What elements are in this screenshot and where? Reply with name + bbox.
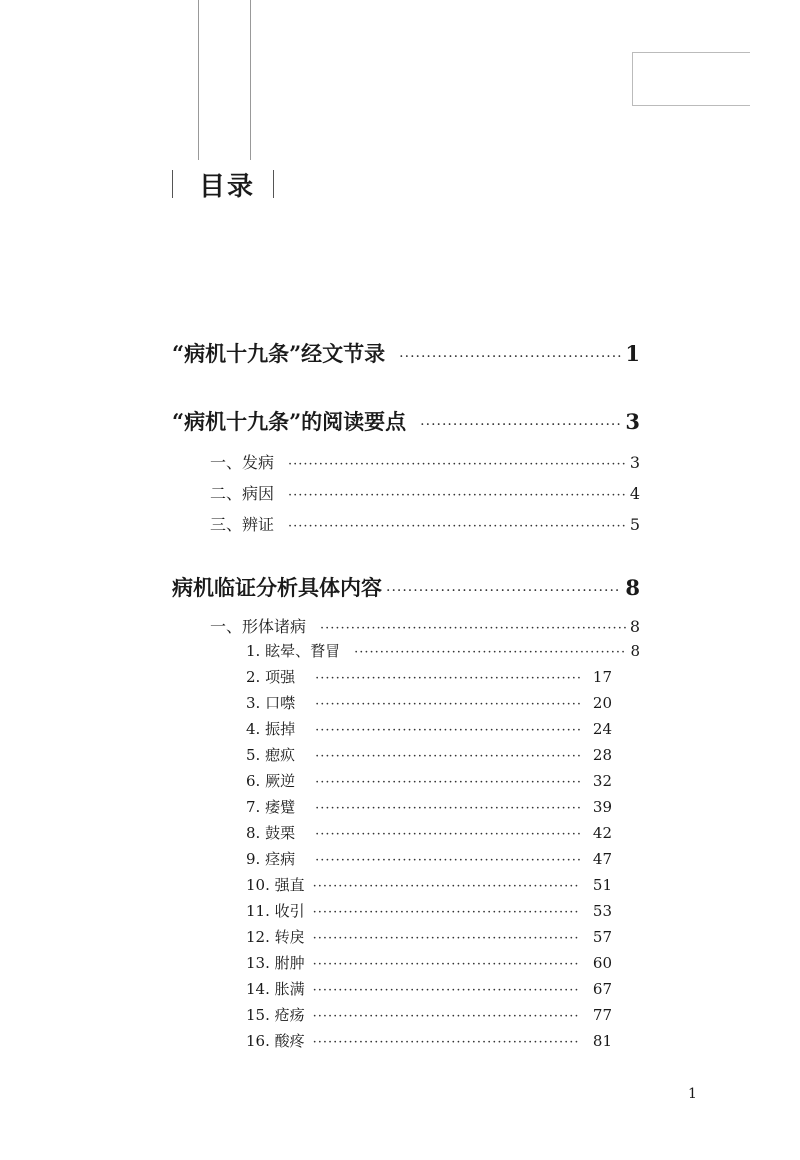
toc-leader (315, 749, 580, 764)
toc-entry[interactable] (246, 796, 612, 817)
toc-entry[interactable] (172, 406, 640, 436)
toc-entry[interactable] (246, 848, 612, 869)
toc-entry-page: 39 (592, 798, 612, 816)
toc-entry-page: 77 (592, 1006, 612, 1024)
toc-entry-label: 8. 鼓栗 (246, 824, 296, 842)
toc-entry-label: 一、发病 (210, 453, 275, 472)
toc-entry-page: 17 (592, 668, 612, 686)
toc-leader (315, 827, 580, 842)
toc-entry-page: 81 (592, 1032, 612, 1050)
decorative-rule-right (250, 0, 251, 160)
toc-entry-page: 1 (625, 341, 640, 366)
toc-entry[interactable] (172, 572, 640, 602)
toc-entry-label: 5. 瘛疭 (246, 746, 296, 764)
toc-leader (315, 723, 580, 738)
toc-entry[interactable] (210, 614, 640, 637)
toc-entry-page: 53 (592, 902, 612, 920)
toc-entry-page: 57 (592, 928, 612, 946)
toc-leader (399, 349, 621, 365)
toc-leader (288, 457, 626, 472)
toc-leader (313, 1035, 580, 1050)
toc-entry[interactable] (246, 640, 640, 661)
toc-entry[interactable] (246, 926, 612, 947)
toc-entry[interactable] (246, 1004, 612, 1025)
toc-entry[interactable] (246, 900, 612, 921)
toc-leader (313, 957, 580, 972)
toc-entry-label: 11. 收引 (246, 902, 305, 920)
toc-entry-label: 14. 胀满 (246, 980, 305, 998)
toc-leader (288, 519, 626, 534)
toc-entry[interactable] (246, 822, 612, 843)
toc-entry[interactable] (210, 481, 640, 504)
toc-leader (313, 983, 580, 998)
toc-entry-page: 8 (630, 642, 640, 660)
toc-leader (315, 697, 580, 712)
toc-entry-label: 二、病因 (210, 484, 275, 503)
toc-leader (420, 417, 621, 433)
toc-entry-label: 2. 项强 (246, 668, 296, 686)
title-bar-right (273, 170, 274, 198)
toc-leader (315, 671, 580, 686)
toc-entry-label: 7. 痿躄 (246, 798, 296, 816)
decorative-corner-box (632, 52, 750, 106)
toc-entry-page: 60 (592, 954, 612, 972)
toc-leader (320, 621, 626, 636)
toc-entry[interactable] (246, 692, 612, 713)
toc-leader (315, 853, 580, 868)
toc-entry-label: “病机十九条”的阅读要点 (172, 409, 407, 434)
title-bar-left (172, 170, 173, 198)
decorative-rule-left (198, 0, 199, 160)
toc-entry-page: 47 (592, 850, 612, 868)
toc-leader (315, 775, 580, 790)
toc-entry-page: 42 (592, 824, 612, 842)
toc-leader (313, 1009, 580, 1024)
toc-entry-page: 67 (592, 980, 612, 998)
toc-entry[interactable] (210, 450, 640, 473)
page-number: 1 (688, 1086, 697, 1102)
toc-entry-label: 一、形体诸病 (210, 617, 307, 636)
toc-entry-label: “病机十九条”经文节录 (172, 341, 386, 366)
toc-entry-page: 3 (625, 409, 640, 434)
toc-entry-label: 12. 转戾 (246, 928, 305, 946)
toc-leader (386, 583, 621, 599)
toc-entry-label: 15. 疮疡 (246, 1006, 305, 1024)
toc-leader (313, 905, 580, 920)
toc-entry[interactable] (246, 874, 612, 895)
toc-entry-page: 20 (592, 694, 612, 712)
toc-leader (288, 488, 626, 503)
toc-entry[interactable] (246, 978, 612, 999)
toc-leader (354, 645, 626, 660)
toc-entry-label: 4. 振掉 (246, 720, 296, 738)
toc-entry-page: 32 (592, 772, 612, 790)
toc-leader (313, 879, 580, 894)
toc-entry-label: 1. 眩晕、瞀冒 (246, 642, 341, 660)
toc-entry-label: 三、辨证 (210, 515, 275, 534)
page-title: 目录 (199, 171, 256, 202)
toc-entry[interactable] (246, 718, 612, 739)
toc-entry-page: 3 (629, 453, 640, 472)
toc-entry-page: 24 (592, 720, 612, 738)
toc-entry-page: 28 (592, 746, 612, 764)
toc-title (172, 164, 274, 204)
toc-entry[interactable] (246, 1030, 612, 1051)
toc-entry-label: 3. 口噤 (246, 694, 296, 712)
toc-entry-label: 10. 强直 (246, 876, 305, 894)
toc-entry-label: 病机临证分析具体内容 (172, 575, 382, 600)
toc-leader (315, 801, 580, 816)
toc-entry[interactable] (246, 770, 612, 791)
toc-entry-label: 13. 胕肿 (246, 954, 305, 972)
toc-entry-page: 4 (629, 484, 640, 503)
toc-entry[interactable] (246, 666, 612, 687)
toc-entry-page: 5 (629, 515, 640, 534)
toc-entry-page: 51 (592, 876, 612, 894)
toc-entry-label: 6. 厥逆 (246, 772, 296, 790)
toc-entry-page: 8 (629, 617, 640, 636)
toc-entry[interactable] (246, 952, 612, 973)
toc-entry[interactable] (172, 338, 640, 368)
toc-entry-page: 8 (625, 575, 640, 600)
toc-entry-label: 16. 酸疼 (246, 1032, 305, 1050)
toc-entry-label: 9. 痉病 (246, 850, 296, 868)
toc-entry[interactable] (246, 744, 612, 765)
toc-entry[interactable] (210, 512, 640, 535)
toc-leader (313, 931, 580, 946)
